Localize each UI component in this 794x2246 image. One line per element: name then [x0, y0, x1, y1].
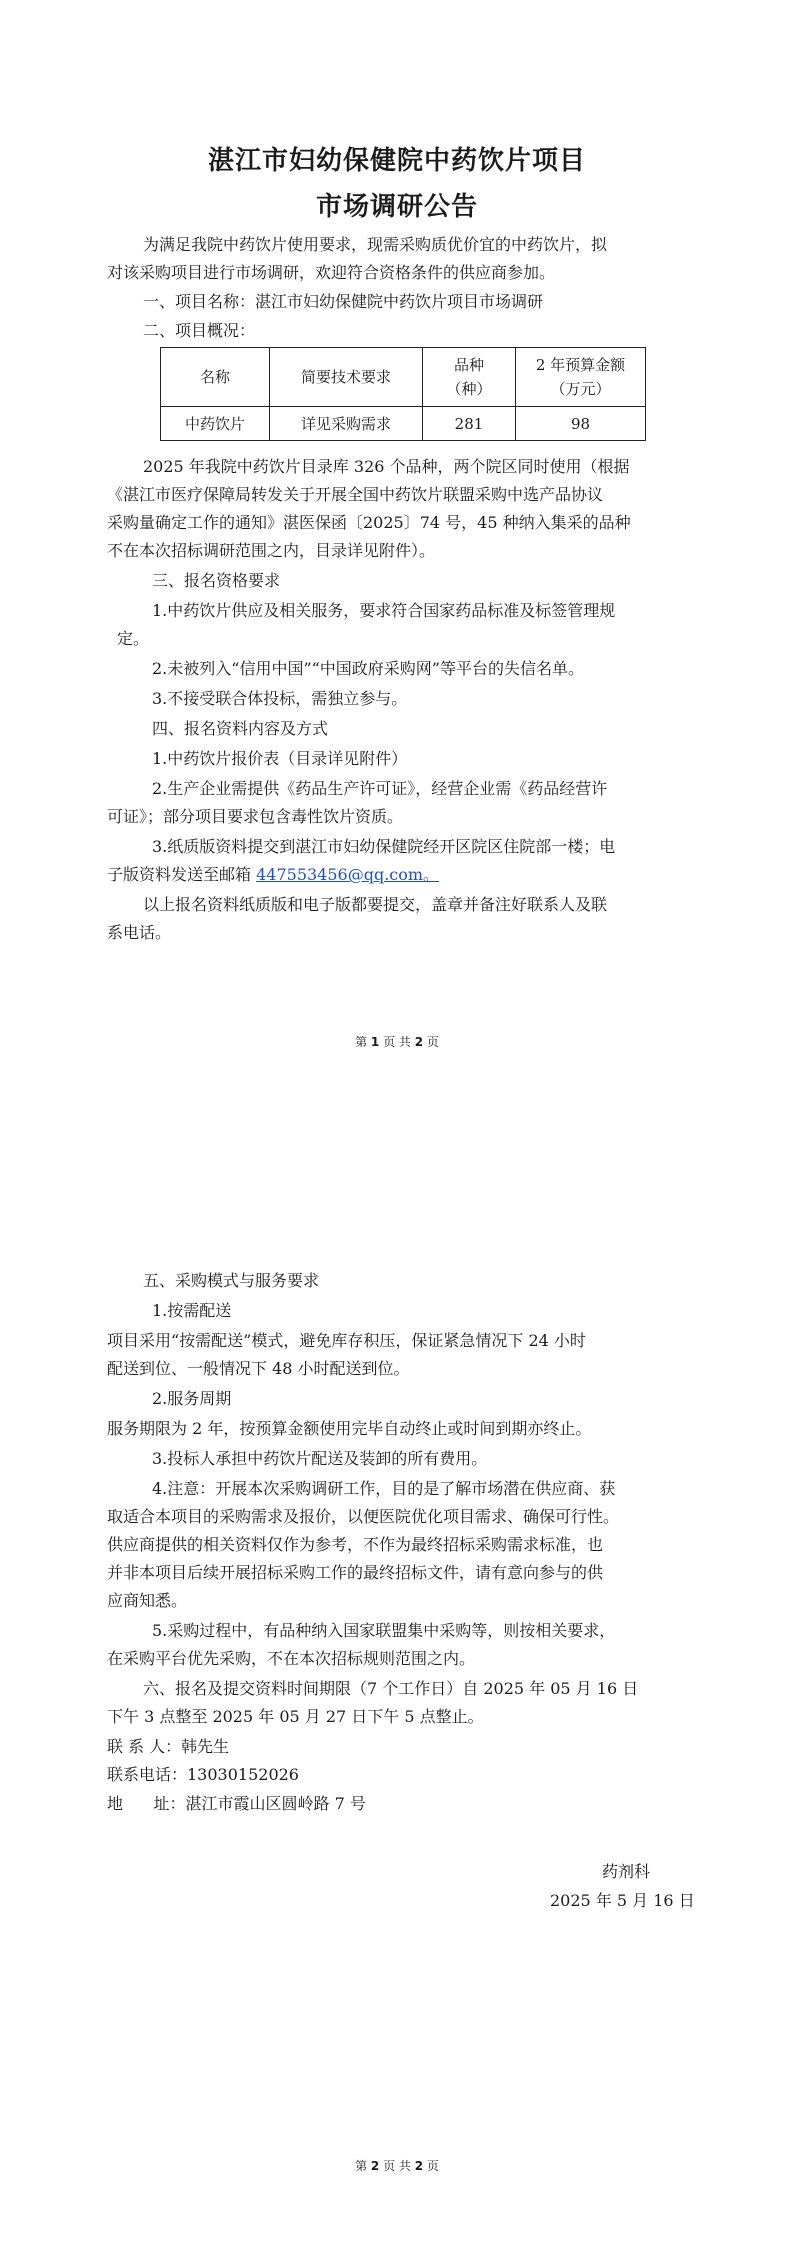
material-2-line-2: 可证》；部分项目要求包含毒性饮片资质。	[107, 807, 404, 826]
material-3-line-1: 3.纸质版资料提交到湛江市妇幼保健院经开区院区住院部一楼；电	[152, 837, 616, 856]
page-footer-1	[0, 1033, 794, 1050]
service-4-line-3: 供应商提供的相关资料仅作为参考，不作为最终招标采购需求标准，也	[107, 1535, 604, 1554]
page-2	[0, 1123, 794, 2246]
contact-phone: 联系电话：13030152026	[107, 1765, 299, 1784]
footer-mid: 页 共	[379, 1035, 415, 1049]
doc-title-line2: 市场调研公告	[315, 192, 478, 222]
email-link[interactable]: 447553456@qq.com。	[256, 865, 440, 884]
footer-pre: 第	[355, 2159, 371, 2173]
section-6-line-1: 六、报名及提交资料时间期限（7 个工作日）自 2025 年 05 月 16 日	[143, 1679, 639, 1698]
service-4-line-1: 4.注意：开展本次采购调研工作，目的是了解市场潜在供应商、获	[152, 1479, 616, 1498]
doc-title-line1: 湛江市妇幼保健院中药饮片项目	[207, 146, 586, 176]
submission-note-line-1: 以上报名资料纸质版和电子版都要提交，盖章并备注好联系人及联	[143, 895, 608, 914]
footer-mid: 页 共	[379, 2159, 415, 2173]
section-4-heading: 四、报名资料内容及方式	[152, 719, 329, 738]
material-1: 1.中药饮片报价表（目录详见附件）	[152, 749, 408, 768]
table-header-row	[161, 348, 646, 407]
intro-line-2: 对该采购项目进行市场调研，欢迎符合资格条件的供应商参加。	[107, 263, 556, 282]
intro-line-1: 为满足我院中药饮片使用要求，现需采购质优价宜的中药饮片，拟	[143, 235, 608, 254]
table-row	[161, 407, 646, 441]
footer-post: 页	[423, 2159, 439, 2173]
overview-para-line-1: 2025 年我院中药饮片目录库 326 个品种，两个院区同时使用（根据	[143, 457, 630, 476]
service-1-line-1: 项目采用“按需配送”模式，避免库存积压，保证紧急情况下 24 小时	[107, 1331, 586, 1350]
service-2-line-1: 服务期限为 2 年，按预算金额使用完毕自动终止或时间到期亦终止。	[107, 1419, 592, 1438]
service-1-title: 1.按需配送	[152, 1301, 232, 1320]
section-1-heading: 一、项目名称：湛江市妇幼保健院中药饮片项目市场调研	[143, 292, 544, 311]
service-5-line-1: 5.采购过程中，有品种纳入国家联盟集中采购等，则按相关要求，	[152, 1621, 616, 1640]
service-2-title: 2.服务周期	[152, 1389, 232, 1408]
table-header-variety-line1: 品种	[453, 356, 484, 374]
table-header-budget-line1: 2 年预算金额	[535, 356, 626, 374]
table-cell-variety: 281	[423, 407, 516, 441]
table-cell-tech: 详见采购需求	[270, 407, 423, 441]
section-6-line-2: 下午 3 点整至 2025 年 05 月 27 日下午 5 点整止。	[107, 1707, 484, 1726]
footer-page-total: 2	[414, 2159, 424, 2173]
service-4-line-2: 取适合本项目的采购需求及报价，以便医院优化项目需求、确保可行性。	[107, 1507, 620, 1526]
footer-page-num: 2	[370, 2159, 380, 2173]
service-4-line-4: 并非本项目后续开展招标采购工作的最终招标文件，请有意向参与的供	[107, 1563, 604, 1582]
table-header-budget	[516, 348, 646, 407]
footer-page-total: 2	[414, 1035, 424, 1049]
contact-person: 联 系 人：韩先生	[107, 1737, 230, 1756]
qualification-2: 2.未被列入“信用中国”“中国政府采购网”等平台的失信名单。	[152, 659, 584, 678]
table-header-tech: 简要技术要求	[270, 348, 423, 407]
section-3-heading: 三、报名资格要求	[152, 571, 281, 590]
qualification-1-line-1: 1.中药饮片供应及相关服务，要求符合国家药品标准及标签管理规	[152, 601, 616, 620]
footer-page-num: 1	[370, 1035, 380, 1049]
overview-para-line-2: 《湛江市医疗保障局转发关于开展全国中药饮片联盟采购中选产品协议	[107, 485, 604, 504]
overview-para-line-3: 采购量确定工作的通知》湛医保函〔2025〕74 号，45 种纳入集采的品种	[107, 513, 631, 532]
table-header-name: 名称	[161, 348, 270, 407]
table-cell-budget: 98	[516, 407, 646, 441]
section-2-heading: 二、项目概况：	[143, 321, 256, 340]
material-3-line-2	[107, 864, 439, 886]
footer-pre: 第	[355, 1035, 371, 1049]
service-3: 3.投标人承担中药饮片配送及装卸的所有费用。	[152, 1449, 488, 1468]
table-header-budget-line2: （万元）	[550, 380, 611, 398]
overview-para-line-4: 不在本次招标调研范围之内，目录详见附件）。	[107, 541, 436, 560]
section-5-heading: 五、采购模式与服务要求	[143, 1271, 320, 1290]
issue-date: 2025 年 5 月 16 日	[550, 1891, 695, 1910]
contact-address: 地 址：湛江市霞山区圆岭路 7 号	[107, 1794, 366, 1813]
issuing-department: 药剂科	[602, 1862, 651, 1881]
service-5-line-2: 在采购平台优先采购，不在本次招标规则范围之内。	[107, 1649, 476, 1668]
submission-note-line-2: 系电话。	[107, 923, 172, 942]
service-4-line-5: 应商知悉。	[107, 1591, 188, 1610]
table-header-variety-line2: （种）	[446, 380, 492, 398]
footer-post: 页	[423, 1035, 439, 1049]
email-prefix: 子版资料发送至邮箱	[107, 865, 257, 884]
page-footer-2	[0, 2157, 794, 2174]
service-1-line-2: 配送到位、一般情况下 48 小时配送到位。	[107, 1359, 410, 1378]
qualification-3: 3.不接受联合体投标，需独立参与。	[152, 689, 408, 708]
table-header-variety	[423, 348, 516, 407]
qualification-1-line-2: 定。	[117, 629, 150, 648]
project-overview-table	[160, 347, 646, 441]
table-cell-name: 中药饮片	[161, 407, 270, 441]
material-2-line-1: 2.生产企业需提供《药品生产许可证》，经营企业需《药品经营许	[152, 779, 608, 798]
